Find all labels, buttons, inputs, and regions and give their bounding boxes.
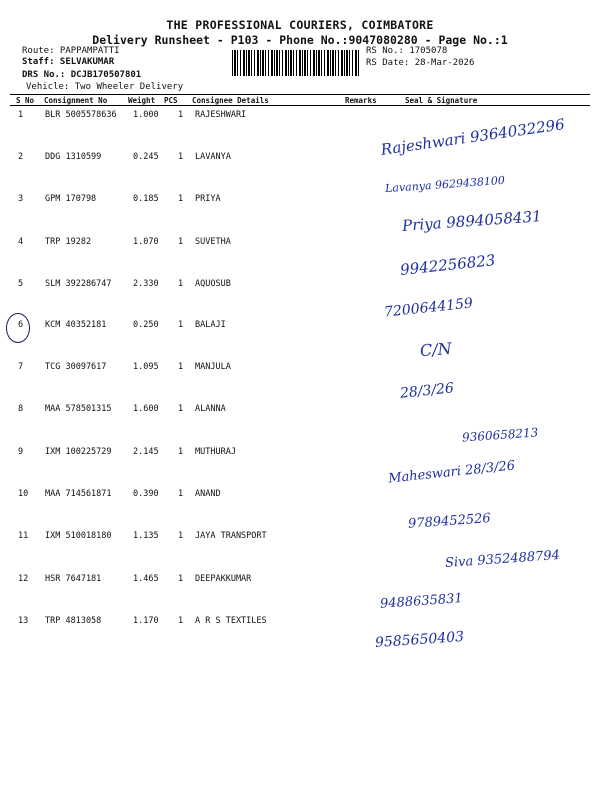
handwritten-signature: 9789452526 xyxy=(407,511,492,532)
handwritten-signature: 9360658213 xyxy=(461,425,539,445)
vehicle-label: Vehicle: Two Wheeler Delivery xyxy=(26,82,184,92)
row-pcs: 1 xyxy=(178,237,184,247)
row-consignee-name: DEEPAKKUMAR xyxy=(195,574,252,584)
row-consignee-name: SUVETHA xyxy=(195,237,231,247)
row-consignee-name: MANJULA xyxy=(195,362,231,372)
table-row xyxy=(0,616,600,658)
row-consignment-no: BLR 5005578636 xyxy=(45,110,117,120)
row-sno: 12 xyxy=(18,574,29,584)
row-consignment-no: TCG 30097617 xyxy=(45,362,107,372)
runsheet-title: Delivery Runsheet - P103 - Phone No.:9047080280 - Page No.:1 xyxy=(92,33,508,47)
handwritten-circle-mark xyxy=(6,313,30,343)
staff-label: Staff: SELVAKUMAR xyxy=(22,57,115,67)
row-consignment-no: SLM 392286747 xyxy=(45,279,112,289)
route-label: Route: PAPPAMPATTI xyxy=(22,46,120,56)
row-consignee-name: PRIYA xyxy=(195,194,221,204)
row-weight: 1.000 xyxy=(133,110,159,120)
col-pcs: PCS xyxy=(164,96,178,105)
header-rule-top xyxy=(10,94,590,95)
company-title: THE PROFESSIONAL COURIERS, COIMBATORE xyxy=(166,18,434,32)
row-weight: 1.600 xyxy=(133,404,159,414)
row-weight: 1.465 xyxy=(133,574,159,584)
row-pcs: 1 xyxy=(178,110,184,120)
table-row xyxy=(0,152,600,194)
row-consignment-no: DDG 1310599 xyxy=(45,152,102,162)
row-pcs: 1 xyxy=(178,447,184,457)
table-row xyxy=(0,574,600,616)
row-weight: 0.185 xyxy=(133,194,159,204)
row-sno: 11 xyxy=(18,531,29,541)
row-consignee-name: MUTHURAJ xyxy=(195,447,236,457)
row-sno: 8 xyxy=(18,404,24,414)
handwritten-signature: Rajeshwari 9364032296 xyxy=(379,115,566,159)
table-row xyxy=(0,489,600,531)
row-consignee-name: ALANNA xyxy=(195,404,226,414)
row-consignee-name: BALAJI xyxy=(195,320,226,330)
col-sno: S No xyxy=(16,96,35,105)
row-weight: 0.250 xyxy=(133,320,159,330)
row-consignee-name: RAJESHWARI xyxy=(195,110,247,120)
handwritten-signature: 28/3/26 xyxy=(399,380,455,402)
handwritten-signature: Lavanya 9629438100 xyxy=(384,173,506,196)
row-weight: 1.095 xyxy=(133,362,159,372)
handwritten-signature: 9942256823 xyxy=(399,251,497,279)
row-consignment-no: IXM 510018180 xyxy=(45,531,112,541)
table-row xyxy=(0,320,600,362)
row-weight: 2.330 xyxy=(133,279,159,289)
row-sno: 6 xyxy=(18,320,24,330)
row-consignee-name: AQUOSUB xyxy=(195,279,231,289)
row-consignment-no: IXM 100225729 xyxy=(45,447,112,457)
col-remarks: Remarks xyxy=(345,96,377,105)
row-pcs: 1 xyxy=(178,489,184,499)
row-consignee-name: A R S TEXTILES xyxy=(195,616,267,626)
row-consignment-no: MAA 714561871 xyxy=(45,489,112,499)
row-weight: 1.135 xyxy=(133,531,159,541)
row-pcs: 1 xyxy=(178,531,184,541)
handwritten-signature: Priya 9894058431 xyxy=(401,207,543,235)
row-pcs: 1 xyxy=(178,279,184,289)
row-sno: 1 xyxy=(18,110,24,120)
table-row xyxy=(0,279,600,321)
barcode xyxy=(232,50,360,76)
row-consignment-no: KCM 40352181 xyxy=(45,320,107,330)
col-consignment: Consignment No xyxy=(44,96,108,105)
row-weight: 1.170 xyxy=(133,616,159,626)
row-consignee-name: LAVANYA xyxy=(195,152,231,162)
row-consignment-no: GPM 170798 xyxy=(45,194,97,204)
row-pcs: 1 xyxy=(178,574,184,584)
row-consignee-name: ANAND xyxy=(195,489,221,499)
row-consignment-no: TRP 19282 xyxy=(45,237,92,247)
row-sno: 10 xyxy=(18,489,29,499)
row-pcs: 1 xyxy=(178,616,184,626)
table-row xyxy=(0,362,600,404)
col-consignee: Consignee Details xyxy=(192,96,269,105)
row-pcs: 1 xyxy=(178,362,184,372)
row-sno: 9 xyxy=(18,447,24,457)
row-consignee-name: JAYA TRANSPORT xyxy=(195,531,267,541)
row-weight: 0.390 xyxy=(133,489,159,499)
row-weight: 1.070 xyxy=(133,237,159,247)
handwritten-signature: Siva 9352488794 xyxy=(444,548,561,571)
row-sno: 2 xyxy=(18,152,24,162)
row-weight: 2.145 xyxy=(133,447,159,457)
row-sno: 7 xyxy=(18,362,24,372)
row-weight: 0.245 xyxy=(133,152,159,162)
row-sno: 4 xyxy=(18,237,24,247)
row-pcs: 1 xyxy=(178,152,184,162)
row-pcs: 1 xyxy=(178,404,184,414)
row-sno: 3 xyxy=(18,194,24,204)
drs-number: DRS No.: DCJB170507801 xyxy=(22,70,142,80)
handwritten-signature: C/N xyxy=(419,338,453,361)
handwritten-signature: Maheswari 28/3/26 xyxy=(387,458,516,487)
row-sno: 5 xyxy=(18,279,24,289)
row-consignment-no: TRP 4813058 xyxy=(45,616,102,626)
col-weight: Weight xyxy=(128,96,156,105)
row-sno: 13 xyxy=(18,616,29,626)
col-seal-signature: Seal & Signature xyxy=(405,96,478,105)
handwritten-signature: 9488635831 xyxy=(379,591,464,612)
row-consignment-no: MAA 578501315 xyxy=(45,404,112,414)
row-pcs: 1 xyxy=(178,320,184,330)
handwritten-signature: 7200644159 xyxy=(383,295,474,321)
table-row xyxy=(0,237,600,279)
rs-number: RS No.: 1705078 xyxy=(366,46,448,56)
rs-date: RS Date: 28-Mar-2026 xyxy=(366,58,475,68)
handwritten-signature: 9585650403 xyxy=(374,628,465,652)
row-pcs: 1 xyxy=(178,194,184,204)
row-consignment-no: HSR 7647181 xyxy=(45,574,102,584)
header-rule-bottom xyxy=(10,105,590,106)
